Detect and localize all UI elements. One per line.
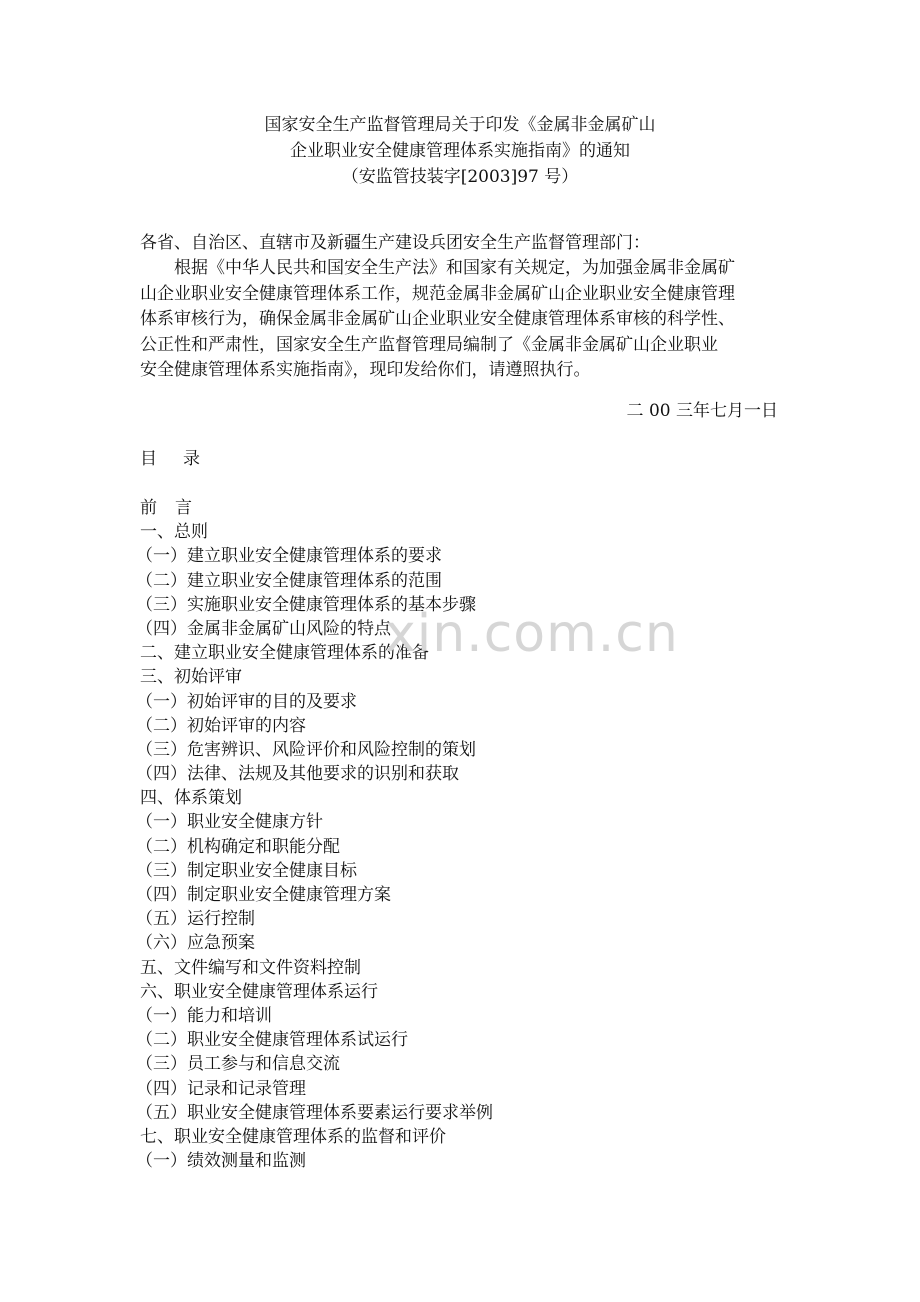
body-line: 公正性和严肃性，国家安全生产监督管理局编制了《金属非金属矿山企业职业 [140,334,718,355]
toc-item: （一）初始评审的目的及要求 [136,691,357,712]
issue-date: 二 00 三年七月一日 [626,401,778,421]
toc-item: （四）制定职业安全健康管理方案 [136,885,391,905]
toc-item: 二、建立职业安全健康管理体系的准备 [140,643,429,664]
toc-item: 五、文件编写和文件资料控制 [140,957,361,978]
toc-item: （三）员工参与和信息交流 [136,1054,340,1075]
toc-item: （四）金属非金属矿山风险的特点 [136,618,391,639]
toc-item: （三）危害辨识、风险评价和风险控制的策划 [136,739,476,760]
toc-item: （三）制定职业安全健康目标 [136,860,357,881]
toc-item: （二）职业安全健康管理体系试运行 [136,1030,408,1051]
body-line: 体系审核行为，确保金属非金属矿山企业职业安全健康管理体系审核的科学性、 [140,309,735,329]
toc-item: 一、总则 [140,522,208,543]
toc-heading-char: 目 [140,449,157,469]
toc-heading [140,446,200,472]
toc-preface-char: 言 [175,498,192,518]
toc-item: 四、体系策划 [140,788,242,809]
toc-item: 三、初始评审 [140,667,242,688]
watermark: xin.com.cn [385,604,679,664]
toc-item: （一）能力和培训 [136,1005,272,1026]
toc-item: （一）职业安全健康方针 [136,812,323,833]
toc-item: （一）建立职业安全健康管理体系的要求 [136,546,442,567]
toc-item: （四）记录和记录管理 [136,1078,306,1099]
document-number: （安监管技装字[2003]97 号） [341,167,579,187]
toc-item: （二）机构确定和职能分配 [136,836,340,857]
toc-item: 七、职业安全健康管理体系的监督和评价 [140,1126,446,1147]
table-of-contents [136,496,493,1173]
toc-item: 六、职业安全健康管理体系运行 [140,981,378,1002]
toc-item: （四）法律、法规及其他要求的识别和获取 [136,764,459,785]
toc-item: （五）运行控制 [136,909,255,930]
toc-preface-char: 前 [140,498,157,518]
toc-item: （三）实施职业安全健康管理体系的基本步骤 [136,594,476,615]
notice-body [140,256,800,384]
toc-item: （二）初始评审的内容 [136,715,306,736]
body-line: 安全健康管理体系实施指南》，现印发给你们，请遵照执行。 [140,360,591,380]
toc-item: （一）绩效测量和监测 [136,1151,306,1172]
body-line: 山企业职业安全健康管理体系工作，规范金属非金属矿山企业职业安全健康管理 [140,283,735,304]
toc-item-preface [140,496,493,520]
toc-item: （六）应急预案 [136,933,255,954]
title-line-2: 企业职业安全健康管理体系实施指南》的通知 [290,141,630,161]
toc-heading-char: 录 [183,449,200,469]
toc-item: （五）职业安全健康管理体系要素运行要求举例 [136,1102,493,1123]
toc-item: （二）建立职业安全健康管理体系的范围 [136,570,442,591]
document-title [0,112,920,190]
body-line: 根据《中华人民共和国安全生产法》和国家有关规定，为加强金属非金属矿 [174,258,735,278]
title-line-1: 国家安全生产监督管理局关于印发《金属非金属矿山 [264,115,656,135]
salutation: 各省、自治区、直辖市及新疆生产建设兵团安全生产监督管理部门： [140,233,650,253]
